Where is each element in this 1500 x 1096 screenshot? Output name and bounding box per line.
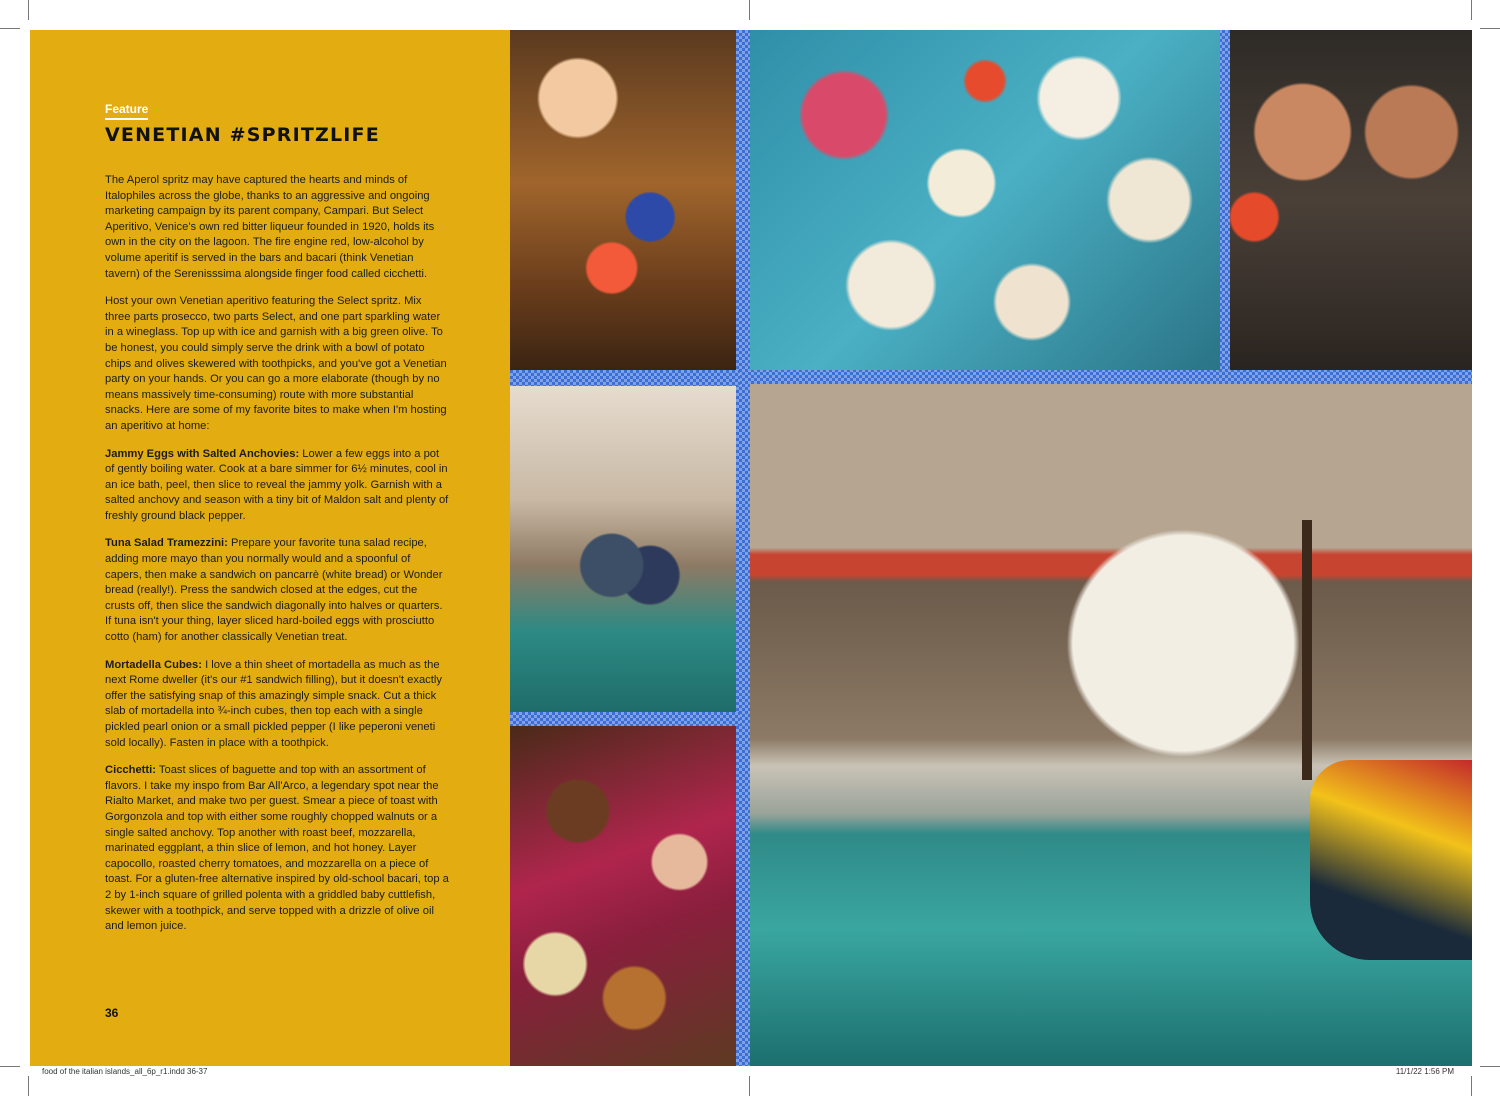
recipe-cicchetti — [105, 763, 450, 935]
photo-canal-bar — [750, 384, 1472, 1066]
photo-bartender-spritz — [510, 30, 736, 370]
crop-mark — [28, 0, 29, 20]
crop-mark — [749, 0, 750, 20]
photo-couple-drinks — [1230, 30, 1472, 370]
crop-mark — [0, 1066, 20, 1067]
page-number: 36 — [105, 1006, 119, 1020]
photo-divider — [510, 370, 740, 386]
recipe-name: Cicchetti: — [105, 764, 156, 777]
painted-boat — [1310, 760, 1472, 960]
crop-mark — [1480, 28, 1500, 29]
photo-hand-cicchetti — [510, 726, 736, 1066]
crop-mark — [1480, 1066, 1500, 1067]
crop-mark — [1471, 1076, 1472, 1096]
mooring-pole — [1302, 520, 1312, 780]
recipe-name: Mortadella Cubes: — [105, 658, 202, 671]
crop-mark — [0, 28, 20, 29]
section-label: Feature — [105, 102, 148, 120]
footer-timestamp: 11/1/22 1:56 PM — [1395, 1067, 1454, 1076]
crop-mark — [1471, 0, 1472, 20]
recipe-name: Jammy Eggs with Salted Anchovies: — [105, 447, 300, 460]
recipe-jammy-eggs — [105, 447, 450, 525]
recipe-text: I love a thin sheet of mortadella as much as the next Rome dweller (it's our #1 sandwich filling), but it doesn't exactly offer the satisfying snap of this amazingly simple snack. Cut a thick slab of mortadella into ¾-inch cubes, then top each with a single pickled pearl onion or a small pickled pepper (I like peperoni veneti sold locally). Fasten in place with a toothpick. — [105, 658, 442, 749]
recipe-mortadella — [105, 658, 450, 752]
recipe-tuna-tramezzini — [105, 536, 450, 645]
intro-paragraph: The Aperol spritz may have captured the hearts and minds of Italophiles across the globe, thanks to an aggressive and ongoing marketing campaign by its parent company, Campari. But Select Aperitivo, Venice's own red bitter liqueur founded in 1920, holds its own in the city on the lagoon. The fire engine red, low-alcohol by volume aperitif is served in the bars and bacari (think Venetian tavern) of the Serenisssima alongside finger food called cicchetti. — [105, 174, 435, 280]
recipe-text: Prepare your favorite tuna salad recipe, adding more mayo than you normally would and a spoonful of capers, then make a sandwich on pancarrè (white bread) or Wonder bread (really!). Press the sandwich closed at the edges, cut the crusts off, then slice the sandwich diagonally into halves or quarters. If tuna isn't your thing, layer sliced hard-boiled eggs with prosciutto cotto (ham) for another classically Venetian treat. — [105, 537, 443, 644]
recipe-text: Toast slices of baguette and top with an assortment of flavors. I take my inspo from Bar All'Arco, a legendary spot near the Rialto Market, and make two per guest. Smear a piece of toast with Gorgonzola and top with either some roughly chopped walnuts or a single salted anchovy. Top another with roast beef, mozzarella, marinated eggplant, a thin slice of lemon, and hot honey. Layer capocollo, roasted cherry tomatoes, and mozzarella on a piece of toast. For a gluten-free alternative inspired by old-school bacari, top a 2 by 1-inch square of grilled polenta with a griddled baby cuttlefish, skewer with a toothpick, and serve topped with a drizzle of olive oil and lemon juice. — [105, 764, 449, 933]
photo-divider — [510, 712, 740, 726]
footer-filename: food of the italian islands_all_6p_r1.indd 36-37 — [42, 1067, 208, 1076]
photo-boat-selfie — [510, 386, 736, 712]
intro-paragraph: Host your own Venetian aperitivo featuring the Select spritz. Mix three parts prosecco, two parts Select, and one part sparkling water in a wineglass. Top up with ice and garnish with a big green olive. To be honest, you could simply serve the drink with a bowl of potato chips and olives skewered with toothpicks, and you've got a Venetian party on your hands. Or you can go a more elaborate (though by no means massively time-consuming) route with more substantial snacks. Here are some of my favorite bites to make when I'm hosting an aperitivo at home: — [105, 295, 447, 432]
recipe-name: Tuna Salad Tramezzini: — [105, 537, 228, 550]
recipe-text: Lower a few eggs into a pot of gently boiling water. Cook at a bare simmer for 6½ minutes, cool in an ice bath, peel, then slice to reveal the jammy yolk. Garnish with a salted anchovy and season with a tiny bit of Maldon salt and plenty of freshly ground black pepper. — [105, 447, 449, 522]
article-title: VENETIAN #SPRITZLIFE — [105, 124, 380, 146]
crop-mark — [28, 1076, 29, 1096]
article-body — [105, 173, 450, 947]
photo-cicchetti-platter — [750, 30, 1220, 370]
crop-mark — [749, 1076, 750, 1096]
